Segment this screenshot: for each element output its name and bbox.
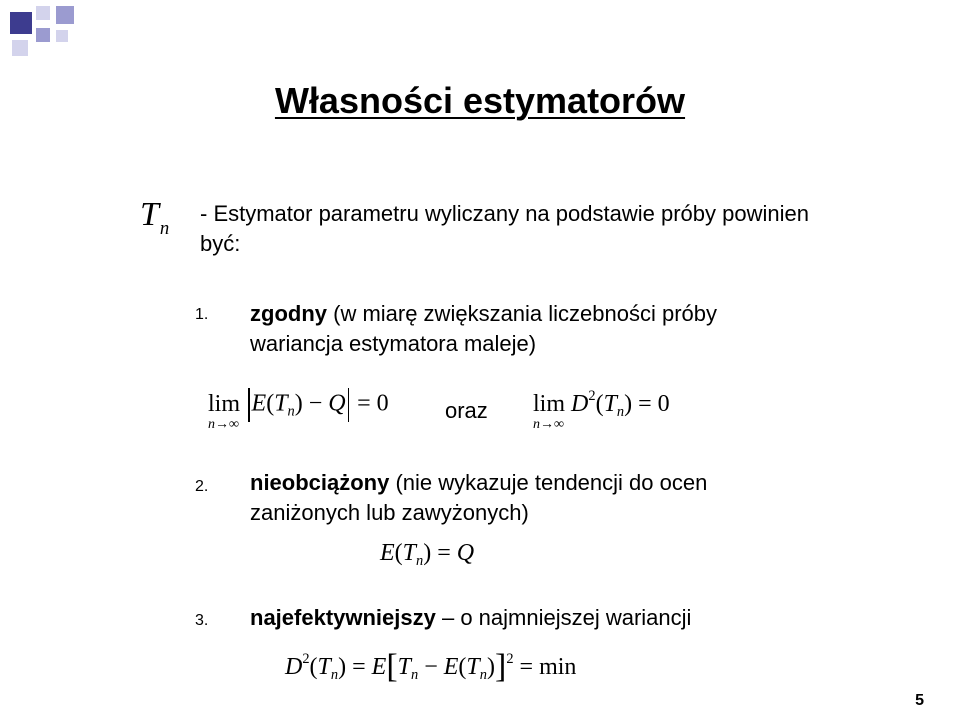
value-zero: 0 bbox=[657, 390, 670, 417]
exponent-two: 2 bbox=[302, 651, 310, 668]
item-description: – o najmniejszej wariancji bbox=[435, 605, 692, 630]
item-description: (w miarę zwiększania liczebności próby wariancja estymatora maleje) bbox=[250, 301, 718, 356]
var-t: T bbox=[402, 540, 417, 566]
var-t: T bbox=[603, 390, 617, 417]
exponent-two: 2 bbox=[506, 651, 514, 668]
item-text bbox=[250, 468, 810, 528]
var-n: n bbox=[479, 667, 487, 684]
abs-bar bbox=[248, 388, 250, 422]
formula-efficiency: $D^2(T_n) = E[T_n - E(T_n)]^2 = \min$ bbox=[285, 648, 577, 685]
var-t: T bbox=[397, 654, 411, 680]
deco-square bbox=[56, 30, 68, 42]
item-term: zgodny bbox=[250, 301, 327, 326]
var-t: T bbox=[274, 390, 288, 417]
item-term: nieobciążony bbox=[250, 470, 390, 495]
variance-symbol: D bbox=[571, 390, 589, 417]
corner-decoration bbox=[0, 0, 100, 64]
lim-subscript: n→∞ bbox=[208, 416, 239, 432]
deco-square bbox=[56, 6, 74, 24]
deco-square bbox=[12, 40, 28, 56]
deco-square bbox=[10, 12, 32, 34]
estimator-subscript: n bbox=[159, 218, 170, 240]
min-text: min bbox=[539, 654, 577, 680]
expected-value-symbol: E bbox=[443, 654, 459, 680]
item-text bbox=[250, 603, 810, 633]
lim-operator: lim bbox=[208, 390, 241, 417]
var-t: T bbox=[466, 654, 480, 680]
conjunction-text: oraz bbox=[445, 398, 488, 423]
var-q: Q bbox=[328, 390, 346, 417]
var-q: Q bbox=[456, 540, 475, 566]
variance-symbol: D bbox=[285, 654, 303, 680]
left-bracket: [ bbox=[386, 648, 398, 685]
value-zero: 0 bbox=[376, 390, 389, 417]
var-n: n bbox=[616, 403, 625, 420]
lim-operator: lim bbox=[533, 390, 566, 417]
page-number: 5 bbox=[915, 692, 924, 709]
intro-text: - Estymator parametru wyliczany na podstawie próby powinien być: bbox=[200, 201, 809, 256]
deco-square bbox=[36, 6, 50, 20]
item-number: 3. bbox=[195, 612, 209, 629]
item-description: (nie wykazuje tendencji do ocen zaniżonych lub zawyżonych) bbox=[250, 470, 708, 525]
formula-unbiased: $E(T_n) = Q$ bbox=[380, 540, 475, 570]
item-term: najefektywniejszy bbox=[250, 605, 436, 630]
expected-value-symbol: E bbox=[251, 390, 267, 417]
expected-value-symbol: E bbox=[380, 540, 395, 566]
item-number: 2. bbox=[195, 478, 209, 495]
var-n: n bbox=[416, 553, 424, 570]
estimator-letter: T bbox=[140, 196, 159, 233]
formula-consistency-bias: lim n→∞ $E(T_n) - Q = 0$ bbox=[208, 388, 389, 422]
deco-square bbox=[36, 28, 50, 42]
var-n: n bbox=[411, 667, 419, 684]
item-text bbox=[250, 299, 810, 359]
var-n: n bbox=[287, 403, 295, 420]
lim-subscript: n→∞ bbox=[533, 416, 564, 432]
abs-bar bbox=[348, 388, 350, 422]
slide-title: Własności estymatorów bbox=[274, 80, 686, 121]
expected-value-symbol: E bbox=[371, 654, 387, 680]
right-bracket: ] bbox=[494, 648, 507, 685]
exponent-two: 2 bbox=[588, 388, 596, 404]
var-t: T bbox=[317, 654, 331, 680]
var-n: n bbox=[330, 667, 339, 684]
estimator-symbol bbox=[140, 196, 169, 240]
item-number: 1. bbox=[195, 306, 209, 323]
formula-consistency-variance: lim n→∞ $D^2(T_n) = 0$ bbox=[533, 388, 670, 432]
